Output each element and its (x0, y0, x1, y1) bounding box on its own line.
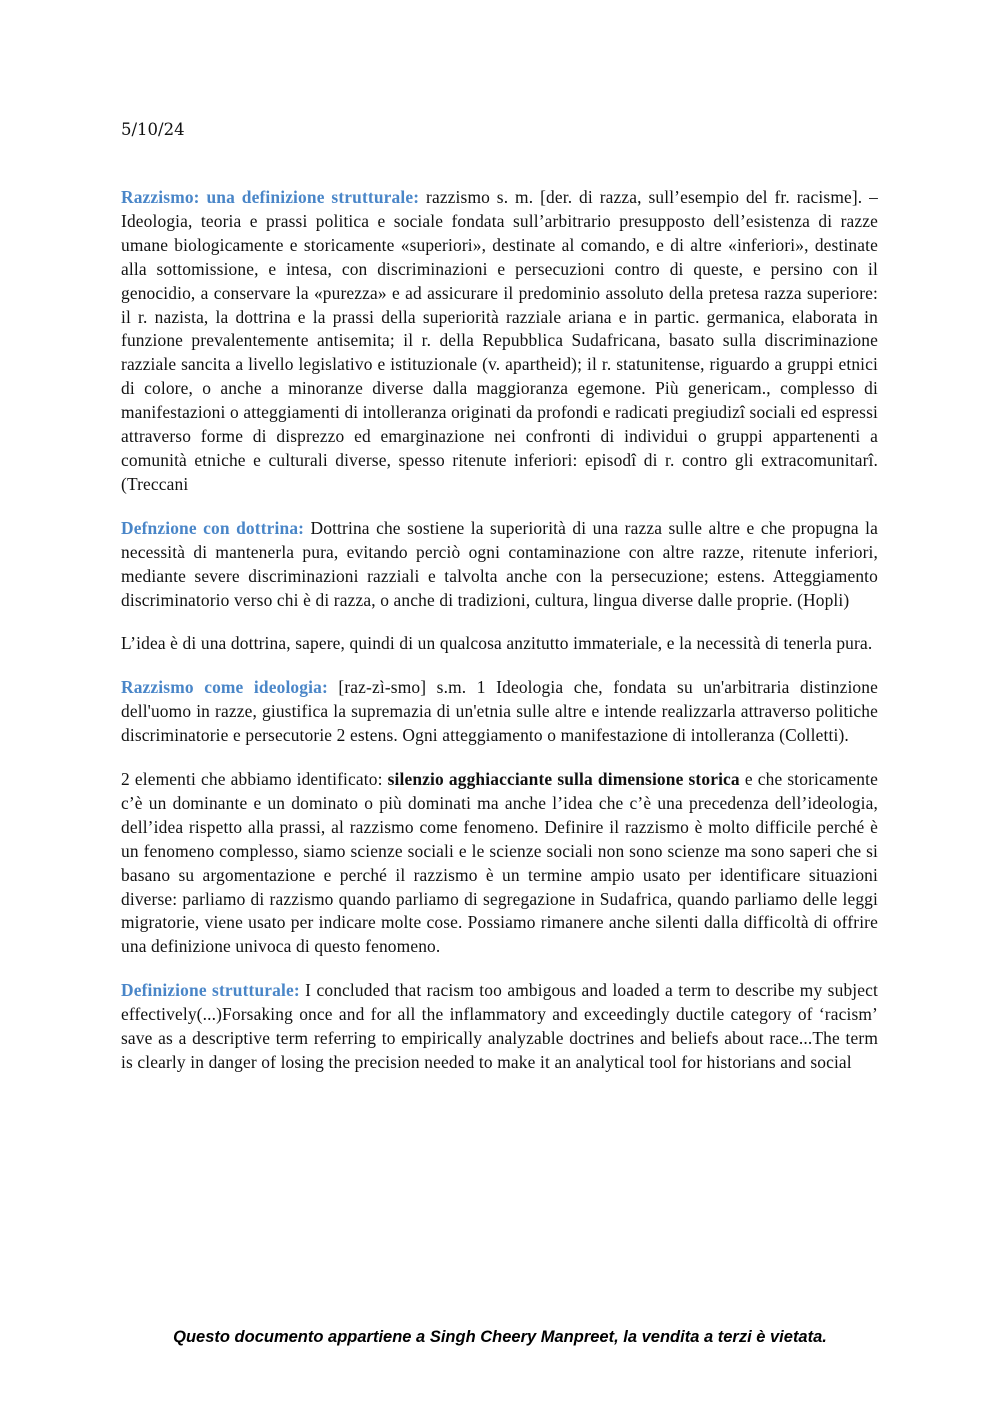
paragraph-text: razzismo s. m. [der. di razza, sull’esempio del fr. racisme]. – Ideologia, teoria e prassi politica e sociale fondata sull’arbitrario presupposto dell’esistenza di razze umane biologicamente e storicamente «superiori», destinate al comando, e di altre «inferiori», destinate alla sottomissione, e intesa, con discriminazioni e persecuzioni contro di queste, e persino con il genocidio, a conservare la «purezza» e ad assicurare il predominio assoluto della pretesa razza superiore: il r. nazista, la dottrina e la prassi della superiorità razziale ariana e in partic. germanica, elaborata in funzione prevalentemente antisemita; il r. della Repubblica Sudafricana, basato sulla discriminazione razziale sancita a livello legislativo e istituzionale (v. apartheid); il r. statunitense, riguardo a gruppi etnici di colore, o anche a minoranze diverse dalla maggioranza egemone. Più genericam., complesso di manifestazioni o atteggiamenti di intolleranza originati da profondi e radicati pregiudizî sociali ed espressi attraverso forme di disprezzo ed emarginazione nei confronti di individui o gruppi appartenenti a comunità etniche e culturali diverse, spesso ritenute inferiori: episodî di r. contro gli extracomunitarî. (Treccani (121, 187, 878, 494)
paragraph-heading: Definizione strutturale: (121, 980, 300, 1001)
paragraph-ideologia (121, 676, 878, 748)
document-body (121, 186, 878, 1095)
paragraph-text: I concluded that racism too ambigous and loaded a term to describe my subject effectively(...)Forsaking once and for all the inflammatory and exceedingly ductile category of ‘racism’ save as a descriptive term referring to empirically analyzable doctrines and beliefs about race...The term is clearly in danger of losing the precision needed to make it an analytical tool for historians and social (121, 980, 878, 1072)
paragraph-text: L’idea è di una dottrina, sapere, quindi di un qualcosa anzitutto immateriale, e la necessità di tenerla pura. (121, 633, 873, 654)
paragraph-idea (121, 632, 878, 656)
paragraph-text: Dottrina che sostiene la superiorità di una razza sulle altre e che propugna la necessità di mantenerla pura, evitando perciò ogni contaminazione con altre razze, ritenute inferiori, mediante severe discriminazioni razziali e talvolta anche con la persecuzione; estens. Atteggiamento discriminatorio verso chi è di razza, o anche di tradizioni, cultura, lingua diverse dalle proprie. (Hopli) (121, 517, 878, 610)
paragraph-elementi (121, 768, 878, 959)
paragraph-bold-text: silenzio agghiacciante sulla dimensione storica (387, 769, 740, 790)
paragraph-text: [raz-zì-smo] s.m. 1 Ideologia che, fondata su un'arbitraria distinzione dell'uomo in razze, giustifica la supremazia di un'etnia sulle altre e intende realizzarla attraverso politiche discriminatorie e persecutorie 2 estens. Ogni atteggiamento o manifestazione di intolleranza (Colletti). (121, 677, 878, 746)
ownership-footer: Questo documento appartiene a Singh Cheery Manpreet, la vendita a terzi è vietata. (173, 1328, 827, 1346)
paragraph-heading: Defnzione con dottrina: (121, 517, 305, 538)
paragraph-text: e che storicamente c’è un dominante e un dominato o più dominati ma anche l’idea che c’è una precedenza dell’ideologia, dell’idea rispetto alla prassi, al razzismo come fenomeno. Definire il razzismo è molto difficile perché è un fenomeno complesso, siamo scienze sociali e le scienze sociali non sono scienze ma sono saperi che si basano su argomentazione e perché il razzismo è un termine ampio usato per identificare situazioni diverse: parliamo di razzismo quando parliamo di segregazione in Sudafrica, quando parliamo delle leggi migratorie, viene usato per indicare molte cose. Possiamo rimanere anche silenti dalla difficoltà di offrire una definizione univoca di questo fenomeno. (121, 769, 878, 957)
paragraph-definizione-strutturale (121, 979, 878, 1075)
paragraph-heading: Razzismo come ideologia: (121, 677, 328, 698)
paragraph-heading: Razzismo: una definizione strutturale: (121, 187, 420, 207)
paragraph-text-before: 2 elementi che abbiamo identificato: (121, 769, 388, 790)
paragraph-definzione-dottrina (121, 517, 878, 613)
paragraph-razzismo-definizione (121, 186, 878, 497)
date: 5/10/24 (121, 120, 185, 139)
